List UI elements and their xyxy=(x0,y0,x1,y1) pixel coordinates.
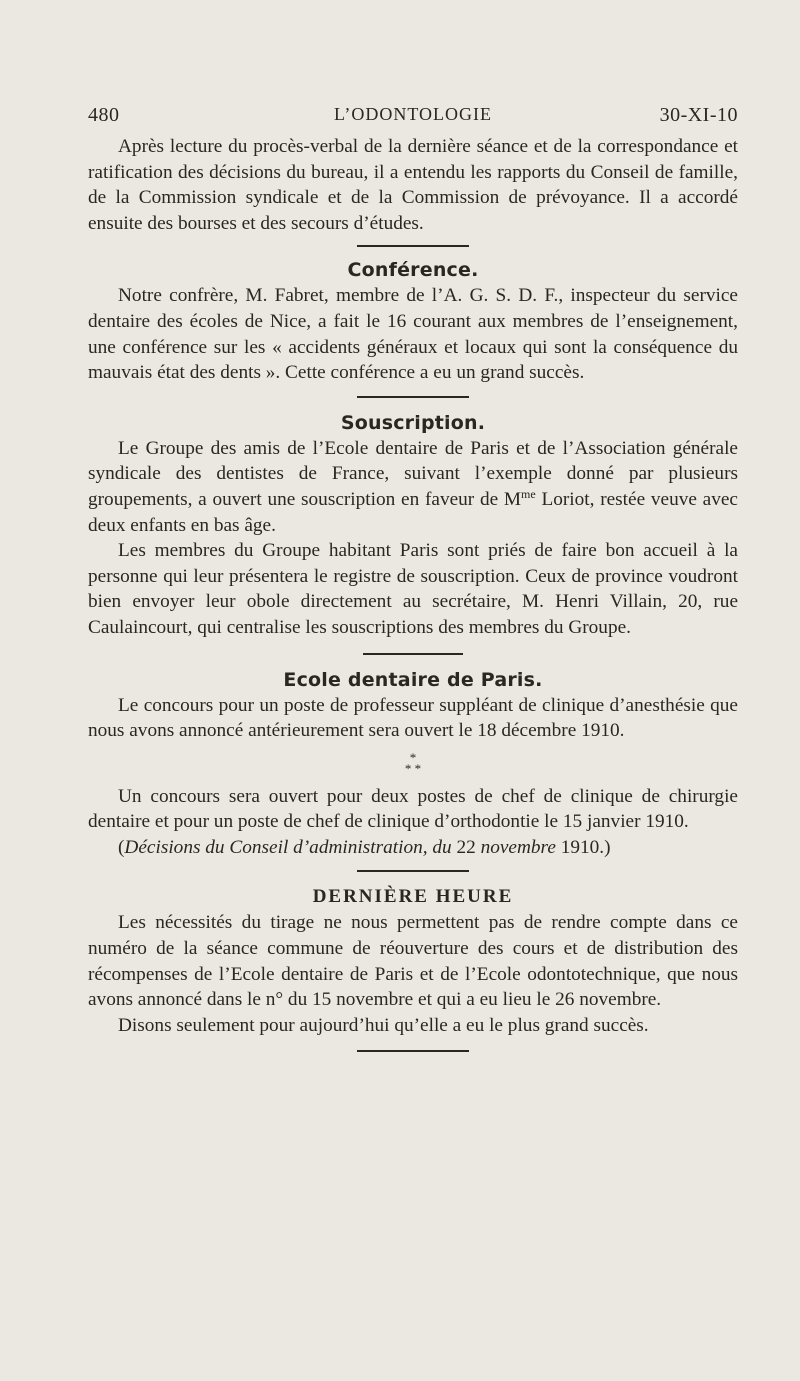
souscription-heading: Souscription. xyxy=(340,411,486,434)
conference-heading: Conférence. xyxy=(347,259,479,282)
journal-page xyxy=(88,104,738,1052)
derniere-paragraph-1: Les nécessités du tirage ne nous permettent pas de rendre compte dans ce numéro de la séance commune de réouverture des cours et de distribution des récompenses de l’Ecole dentaire de Paris et de l’Ecole odontotechnique, que nous avons annoncé dans le n° du 15 novembre et qui a eu lieu le 26 novembre. xyxy=(88,912,738,1011)
ecole-heading: Ecole dentaire de Paris. xyxy=(283,668,543,691)
souscription-paragraph-2: Les membres du Groupe habitant Paris sont priés de faire bon accueil à la personne qui leur présentera le registre de souscription. Ceux de province voudront bien envoyer leur obole directement au secrétaire, M. Henri Villain, 20, rue Caulaincourt, qui centralise les souscriptions des membres du Groupe. xyxy=(88,540,738,638)
section-divider xyxy=(357,870,469,872)
journal-title: L’ODONTOLOGIE xyxy=(334,104,492,124)
derniere-paragraph-2: Disons seulement pour aujourd’hui qu’elle a eu le plus grand succès. xyxy=(118,1014,649,1036)
page-number: 480 xyxy=(88,104,120,126)
section-divider xyxy=(357,245,469,247)
issue-date: 30-XI-10 xyxy=(659,104,738,126)
souscription-p1-text: Le Groupe des amis de l’Ecole dentaire de Paris et de l’Association générale syndicale des dentistes de France, suivant l’exemple donné par plusieurs groupements, a ouvert une souscription en faveur de M xyxy=(88,437,738,510)
ecole-paragraph-1: Le concours pour un poste de professeur suppléant de clinique d’anesthésie que nous avons annoncé antérieurement sera ouvert le 18 décembre 1910. xyxy=(88,694,738,742)
ecole-paragraph-2: Un concours sera ouvert pour deux postes de chef de clinique de chirurgie dentaire et pour un poste de chef de clinique d’orthodontie le 15 janvier 1910. xyxy=(88,785,738,833)
asterism: * * * xyxy=(404,749,422,776)
section-divider xyxy=(357,396,469,398)
conference-paragraph: Notre confrère, M. Fabret, membre de l’A. G. S. D. F., inspecteur du service dentaire des écoles de Nice, a fait le 16 courant aux membres de l’enseignement, une conférence sur les « accidents généraux et locaux qui sont la conséquence du mauvais état des dents ». Cette conférence a eu un grand succès. xyxy=(88,285,738,384)
souscription-p1-text-end: Loriot, restée veuve avec deux enfants en bas âge. xyxy=(88,488,738,536)
title-abbreviation: me xyxy=(521,486,536,501)
intro-paragraph: Après lecture du procès-verbal de la dernière séance et de la correspondance et ratification des décisions du bureau, il a entendu les rapports du Conseil de famille, de la Commission syndicale et de la Commission de prévoyance. Il a accordé ensuite des bourses et des secours d’études. xyxy=(88,136,738,234)
section-divider xyxy=(363,653,463,655)
decision-citation: (Décisions du Conseil d’administration, du 22 novembre 1910.) xyxy=(118,836,611,858)
running-header xyxy=(88,104,738,134)
souscription-paragraph-1 xyxy=(88,436,738,538)
end-divider xyxy=(357,1050,469,1052)
derniere-heure-heading: DERNIÈRE HEURE xyxy=(312,886,514,908)
